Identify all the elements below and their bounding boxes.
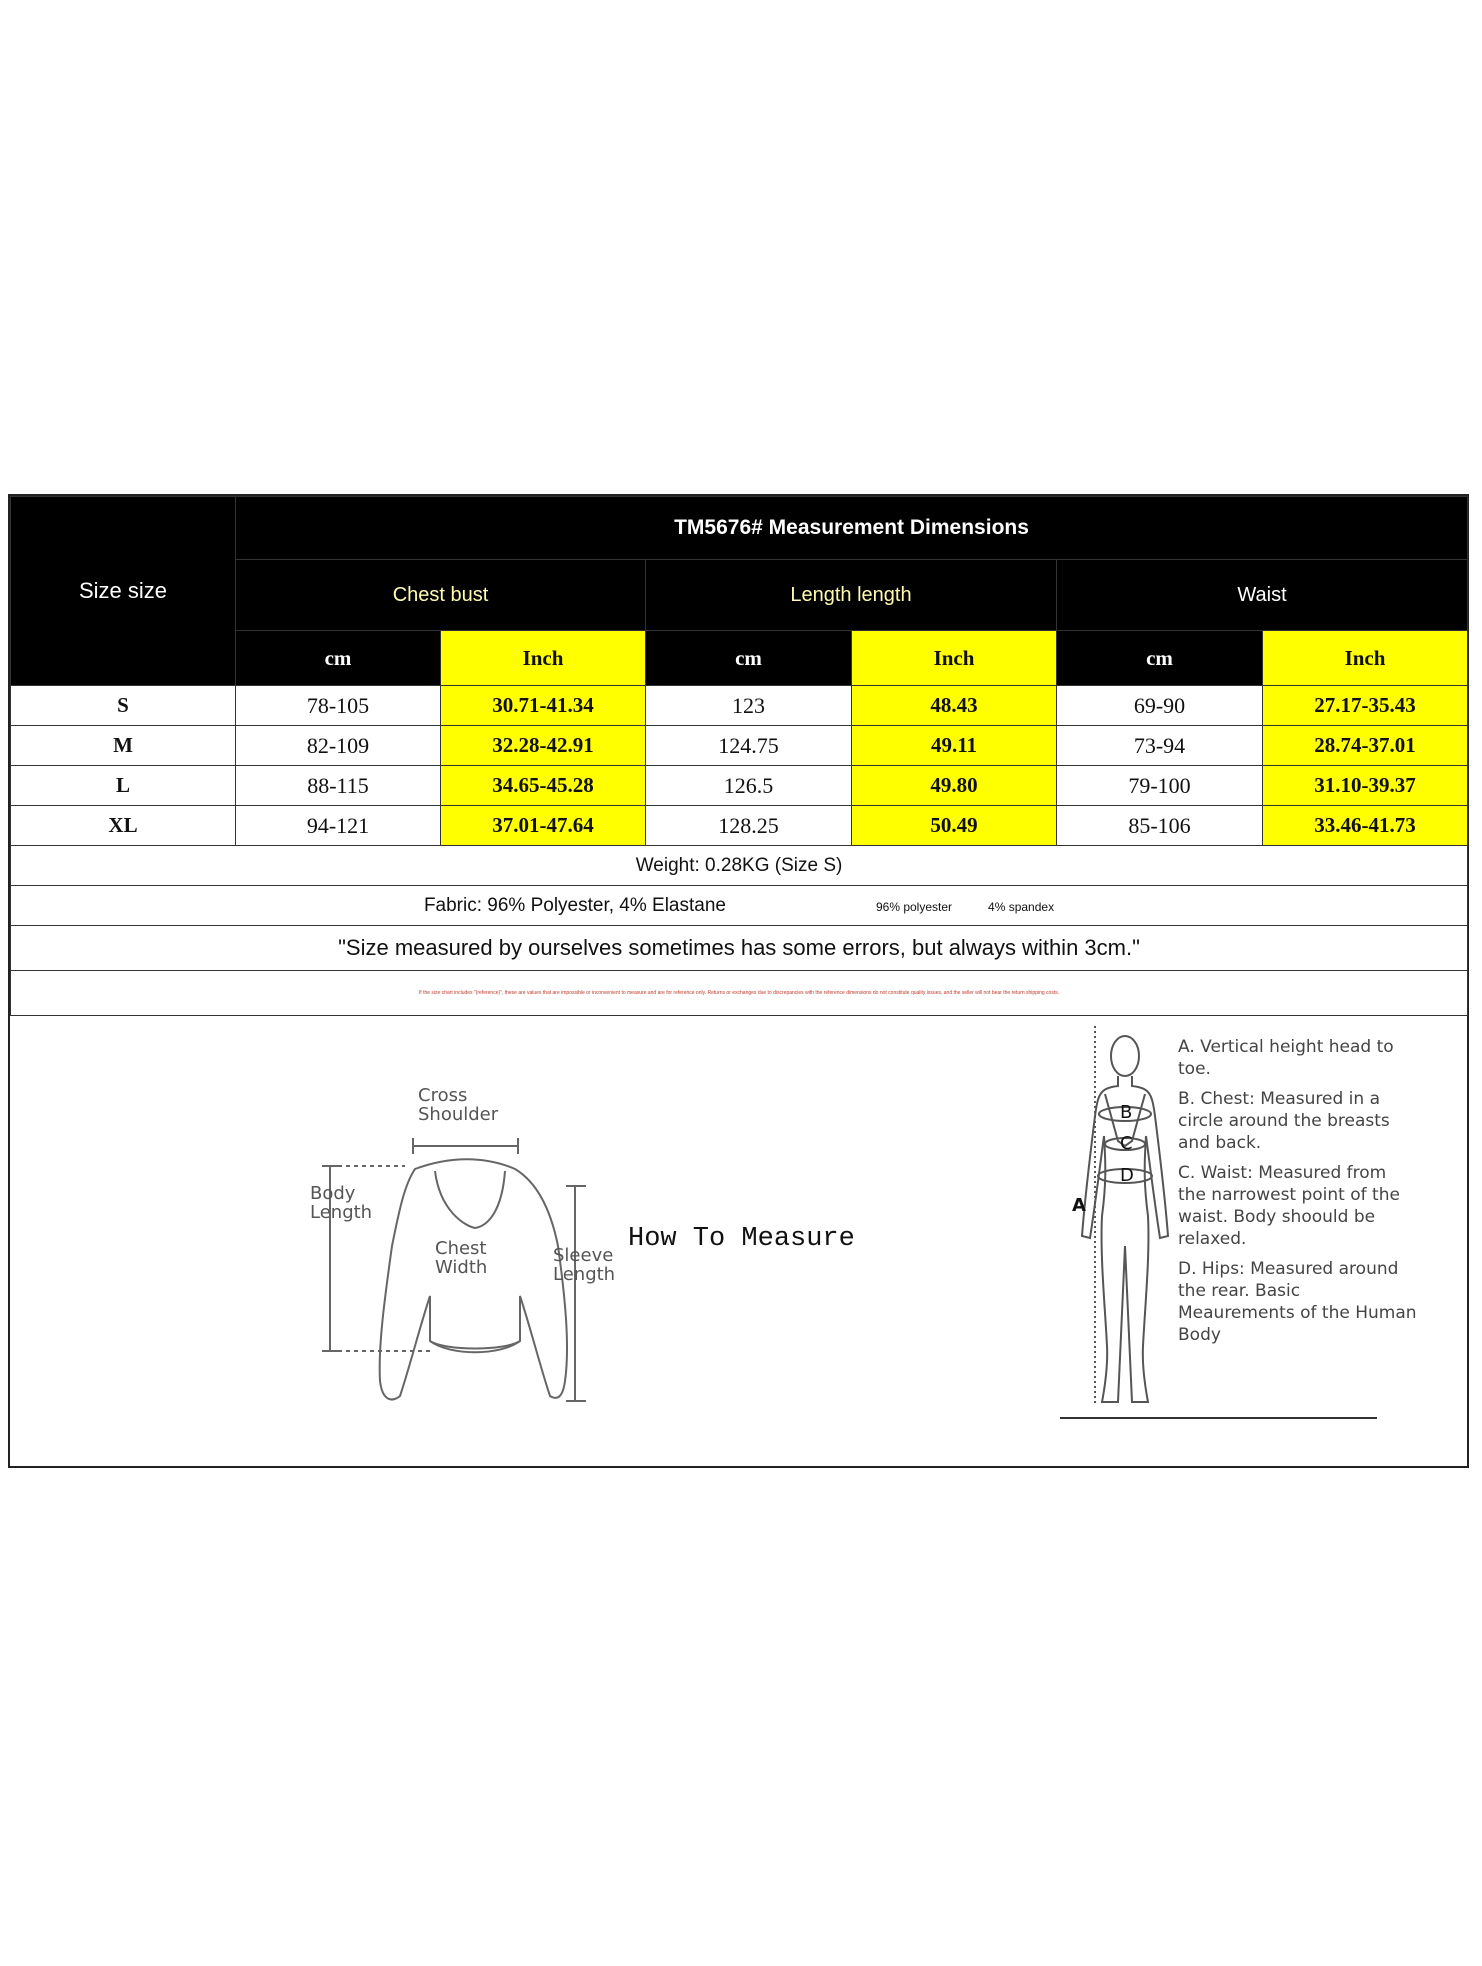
legend-item: A. Vertical height head to toe. [1178, 1037, 1394, 1079]
legend-item: D. Hips: Measured around the rear. Basic Meaurements of the Human Body [1178, 1259, 1417, 1345]
size-cell: M [11, 726, 236, 766]
waist-cm-cell: 79-100 [1057, 766, 1263, 806]
how-to-measure-section [10, 1006, 1467, 1466]
length-inch-cell: 49.11 [852, 726, 1057, 766]
length-cm-cell: 126.5 [646, 766, 852, 806]
body-length-label: Body Length [310, 1183, 373, 1223]
legend-item: C. Waist: Measured from the narrowest point of the waist. Body shoould be relaxed. [1178, 1163, 1400, 1249]
marker-d: D [1120, 1165, 1134, 1186]
unit-header: cm [236, 631, 441, 686]
unit-header: Inch [852, 631, 1057, 686]
unit-header: Inch [1263, 631, 1468, 686]
chest-width-label: Chest Width [435, 1238, 488, 1278]
sweater-diagram-icon [380, 1159, 567, 1399]
waist-inch-cell: 28.74-37.01 [1263, 726, 1468, 766]
sleeve-length-label: Sleeve Length [553, 1245, 616, 1285]
how-to-measure-title: How To Measure [628, 1224, 855, 1254]
table-row [11, 726, 1468, 766]
chest-inch-cell: 37.01-47.64 [441, 806, 646, 846]
chest-cm-cell: 78-105 [236, 686, 441, 726]
table-row [11, 766, 1468, 806]
fabric-note [11, 886, 1468, 926]
chest-cm-cell: 82-109 [236, 726, 441, 766]
length-cm-cell: 124.75 [646, 726, 852, 766]
size-cell: L [11, 766, 236, 806]
size-cell: S [11, 686, 236, 726]
table-row [11, 686, 1468, 726]
unit-header: cm [646, 631, 852, 686]
unit-header: cm [1057, 631, 1263, 686]
length-inch-cell: 50.49 [852, 806, 1057, 846]
length-cm-cell: 128.25 [646, 806, 852, 846]
size-chart-sheet [8, 494, 1469, 1468]
waist-inch-cell: 27.17-35.43 [1263, 686, 1468, 726]
fine-print-disclaimer: If the size chart includes "(reference)", these are values that are impossible or inconvenient to measure and are for reference only. Returns or exchanges due to discrepancies with the reference dimensions do not constitute quality issues, and the seller will not bear the return shipping costs. [11, 971, 1468, 1016]
length-inch-cell: 48.43 [852, 686, 1057, 726]
waist-inch-cell: 33.46-41.73 [1263, 806, 1468, 846]
weight-note: Weight: 0.28KG (Size S) [11, 846, 1468, 886]
length-cm-cell: 123 [646, 686, 852, 726]
cross-shoulder-label: Cross Shoulder [418, 1085, 499, 1125]
waist-inch-cell: 31.10-39.37 [1263, 766, 1468, 806]
length-inch-cell: 49.80 [852, 766, 1057, 806]
size-cell: XL [11, 806, 236, 846]
size-chart-table [10, 496, 1468, 1016]
size-column-header: Size size [11, 497, 236, 686]
legend-item: B. Chest: Measured in a circle around the breasts and back. [1178, 1089, 1390, 1153]
chart-title: TM5676# Measurement Dimensions [236, 497, 1468, 560]
waist-cm-cell: 73-94 [1057, 726, 1263, 766]
error-disclaimer: "Size measured by ourselves sometimes has some errors, but always within 3cm." [11, 926, 1468, 971]
marker-c: C [1120, 1133, 1133, 1154]
chest-cm-cell: 88-115 [236, 766, 441, 806]
chest-inch-cell: 34.65-45.28 [441, 766, 646, 806]
table-row [11, 806, 1468, 846]
waist-cm-cell: 85-106 [1057, 806, 1263, 846]
group-header-length: Length length [646, 560, 1057, 631]
waist-cm-cell: 69-90 [1057, 686, 1263, 726]
group-header-waist: Waist [1057, 560, 1468, 631]
unit-header: Inch [441, 631, 646, 686]
fabric-small-spandex: 4% spandex [988, 899, 1055, 914]
chest-cm-cell: 94-121 [236, 806, 441, 846]
body-measurement-legend [1178, 1036, 1418, 1354]
marker-b: B [1120, 1102, 1133, 1123]
fabric-text: Fabric: 96% Polyester, 4% Elastane [423, 894, 726, 916]
group-header-chest: Chest bust [236, 560, 646, 631]
chest-inch-cell: 32.28-42.91 [441, 726, 646, 766]
chest-inch-cell: 30.71-41.34 [441, 686, 646, 726]
marker-a: A [1072, 1195, 1086, 1216]
fabric-small-polyester: 96% polyester [875, 899, 953, 914]
